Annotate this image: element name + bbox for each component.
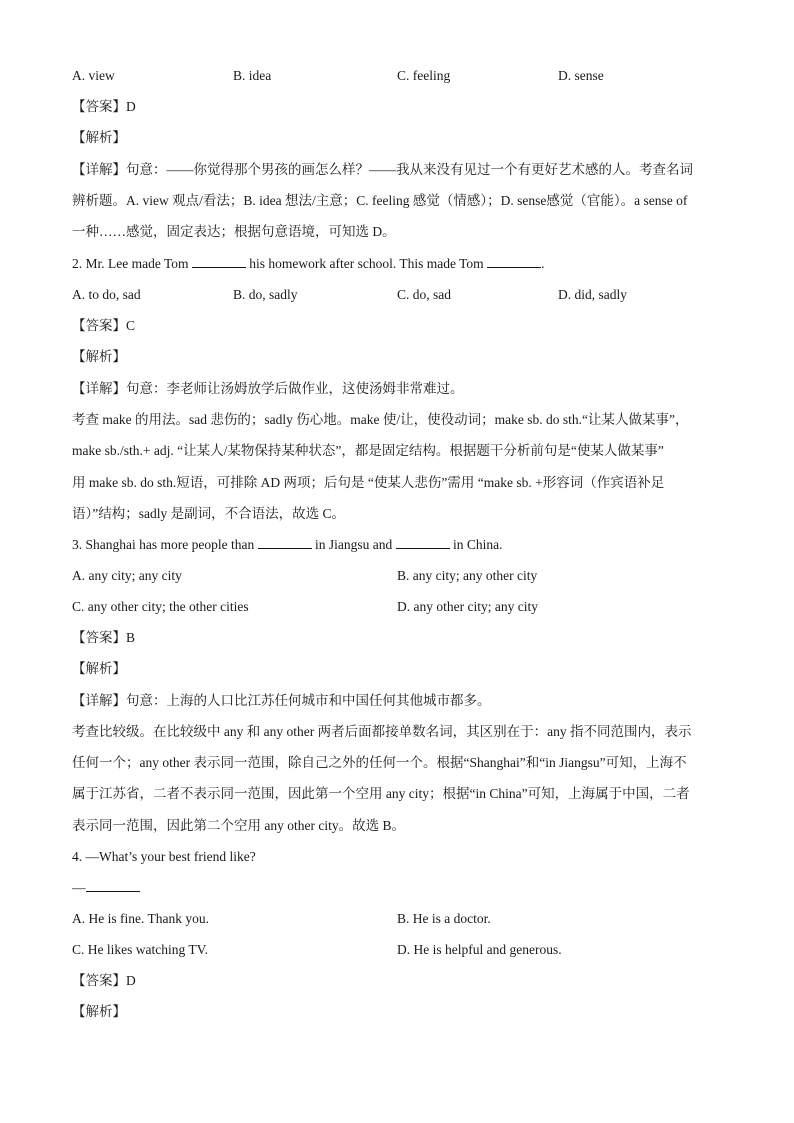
q1-option-c: C. feeling: [397, 68, 451, 83]
q2-stem: [72, 254, 544, 274]
q2-detail-line-2: 考查 make 的用法。sad 悲伤的；sadly 伤心地。make 使/让，使役动词；make sb. do sth.“让某人做某事”，: [72, 412, 689, 427]
q3-detail-line-4: 属于江苏省，二者不表示同一范围，因此第一个空用 any city；根据“in China”可知，上海属于中国，二者: [72, 786, 690, 801]
q2-stem-part-3: .: [541, 256, 545, 271]
q2-detail-line-5: 语）”结构；sadly 是副词，不合语法，故选 C。: [72, 506, 345, 521]
q4-option-d: D. He is helpful and generous.: [397, 942, 562, 957]
q3-stem-part-1: 3. Shanghai has more people than: [72, 537, 258, 552]
q3-answer: 【答案】B: [72, 630, 136, 645]
q2-stem-part-1: 2. Mr. Lee made Tom: [72, 256, 192, 271]
q4-reply: [72, 878, 140, 898]
q4-stem: 4. —What’s your best friend like?: [72, 849, 256, 864]
q2-detail-line-4: 用 make sb. do sth.短语，可排除 AD 两项；后句是 “使某人悲伤”需用 “make sb. +形容词（作宾语补足: [72, 475, 665, 490]
q2-answer: 【答案】C: [72, 318, 136, 333]
q3-detail-line-5: 表示同一范围，因此第二个空用 any other city。故选 B。: [72, 818, 405, 833]
q3-stem: [72, 535, 502, 555]
q4-option-c: C. He likes watching TV.: [72, 942, 208, 957]
q1-option-a: A. view: [72, 68, 115, 83]
q2-blank-1: [192, 254, 246, 268]
q3-option-b: B. any city; any other city: [397, 568, 538, 583]
q3-detail-line-2: 考查比较级。在比较级中 any 和 any other 两者后面都接单数名词，其区别在于：any 指不同范围内，表示: [72, 724, 692, 739]
q4-option-a: A. He is fine. Thank you.: [72, 911, 209, 926]
q4-answer: 【答案】D: [72, 973, 136, 988]
q3-stem-part-3: in China.: [449, 537, 503, 552]
q1-detail-line-3: 一种……感觉，固定表达；根据句意语境，可知选 D。: [72, 224, 396, 239]
q1-detail-line-2: 辨析题。A. view 观点/看法；B. idea 想法/主意；C. feeling 感觉（情感）；D. sense感觉（官能）。a sense of: [72, 193, 688, 208]
q3-option-a: A. any city; any city: [72, 568, 182, 583]
q4-blank: [86, 878, 140, 892]
q1-option-b: B. idea: [233, 68, 272, 83]
q2-option-c: C. do, sad: [397, 287, 451, 302]
q3-blank-2: [396, 535, 450, 549]
q1-detail-line-1: 【详解】句意：——你觉得那个男孩的画怎么样？——我从来没有见过一个有更好艺术感的人。考查名词: [72, 162, 693, 177]
q3-analysis-label: 【解析】: [72, 661, 126, 676]
q4-reply-dash: —: [72, 880, 86, 895]
q3-option-d: D. any other city; any city: [397, 599, 538, 614]
q2-option-a: A. to do, sad: [72, 287, 141, 302]
q1-answer: 【答案】D: [72, 99, 136, 114]
q2-detail-line-1: 【详解】句意：李老师让汤姆放学后做作业，这使汤姆非常难过。: [72, 381, 464, 396]
q2-blank-2: [487, 254, 541, 268]
q1-option-d: D. sense: [558, 68, 604, 83]
q2-option-d: D. did, sadly: [558, 287, 627, 302]
q3-detail-line-1: 【详解】句意：上海的人口比江苏任何城市和中国任何其他城市都多。: [72, 693, 491, 708]
q3-stem-part-2: in Jiangsu and: [311, 537, 396, 552]
q1-analysis-label: 【解析】: [72, 130, 126, 145]
q2-stem-part-2: his homework after school. This made Tom: [245, 256, 488, 271]
q4-analysis-label: 【解析】: [72, 1004, 126, 1019]
q2-analysis-label: 【解析】: [72, 349, 126, 364]
q3-detail-line-3: 任何一个；any other 表示同一范围，除自己之外的任何一个。根据“Shanghai”和“in Jiangsu”可知，上海不: [72, 755, 687, 770]
q2-option-b: B. do, sadly: [233, 287, 298, 302]
q3-option-c: C. any other city; the other cities: [72, 599, 249, 614]
q2-detail-line-3: make sb./sth.+ adj. “让某人/某物保持某种状态”，都是固定结构。根据题干分析前句是“使某人做某事”: [72, 443, 664, 458]
q3-blank-1: [258, 535, 312, 549]
q4-option-b: B. He is a doctor.: [397, 911, 491, 926]
